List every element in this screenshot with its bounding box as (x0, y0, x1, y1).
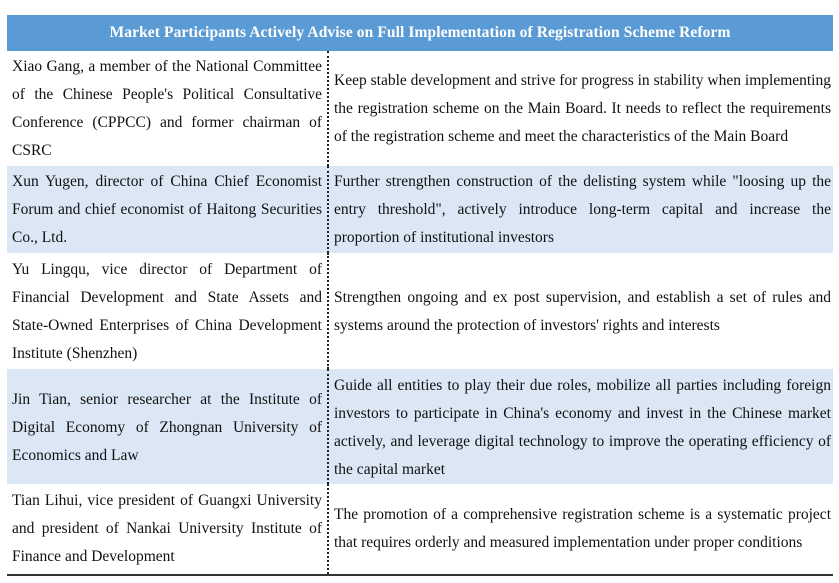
table-row (7, 253, 833, 369)
advice-cell: The promotion of a comprehensive registration scheme is a systematic project that requires orderly and measured implementation under proper conditions (334, 506, 831, 551)
bottom-rule (7, 574, 833, 576)
table-row (7, 51, 833, 166)
advice-cell: Strengthen ongoing and ex post supervision, and establish a set of rules and systems around the protection of investors' rights and interests (334, 289, 831, 334)
table-title: Market Participants Actively Advise on Full Implementation of Registration Scheme Reform (7, 15, 833, 51)
table-row (7, 369, 833, 484)
advice-cell: Guide all entities to play their due roles, mobilize all parties including foreign investors to participate in China's economy and invest in the Chinese market actively, and leverage digital technology to improve the operating efficiency of the capital market (328, 369, 833, 484)
advice-table-container (7, 15, 833, 576)
participant-cell: Xiao Gang, a member of the National Committee of the Chinese People's Political Consultative Conference (CPPCC) and former chairman of CSRC (7, 51, 328, 166)
table-row (7, 166, 833, 253)
participant-cell: Xun Yugen, director of China Chief Economist Forum and chief economist of Haitong Securities Co., Ltd. (7, 166, 328, 253)
participant-cell: Tian Lihui, vice president of Guangxi University and president of Nankai University Institute of Finance and Development (7, 484, 328, 574)
advice-cell: Keep stable development and strive for progress in stability when implementing the registration scheme on the Main Board. It needs to reflect the requirements of the registration scheme and meet the characteristics of the Main Board (334, 72, 831, 145)
advice-table (7, 51, 833, 574)
participant-cell: Yu Lingqu, vice director of Department of Financial Development and State Assets and State-Owned Enterprises of China Development Institute (Shenzhen) (7, 253, 328, 369)
table-row (7, 484, 833, 574)
advice-cell: Further strengthen construction of the delisting system while "loosing up the entry threshold", actively introduce long-term capital and increase the proportion of institutional investors (328, 166, 833, 253)
participant-cell: Jin Tian, senior researcher at the Institute of Digital Economy of Zhongnan University of Economics and Law (7, 369, 328, 484)
